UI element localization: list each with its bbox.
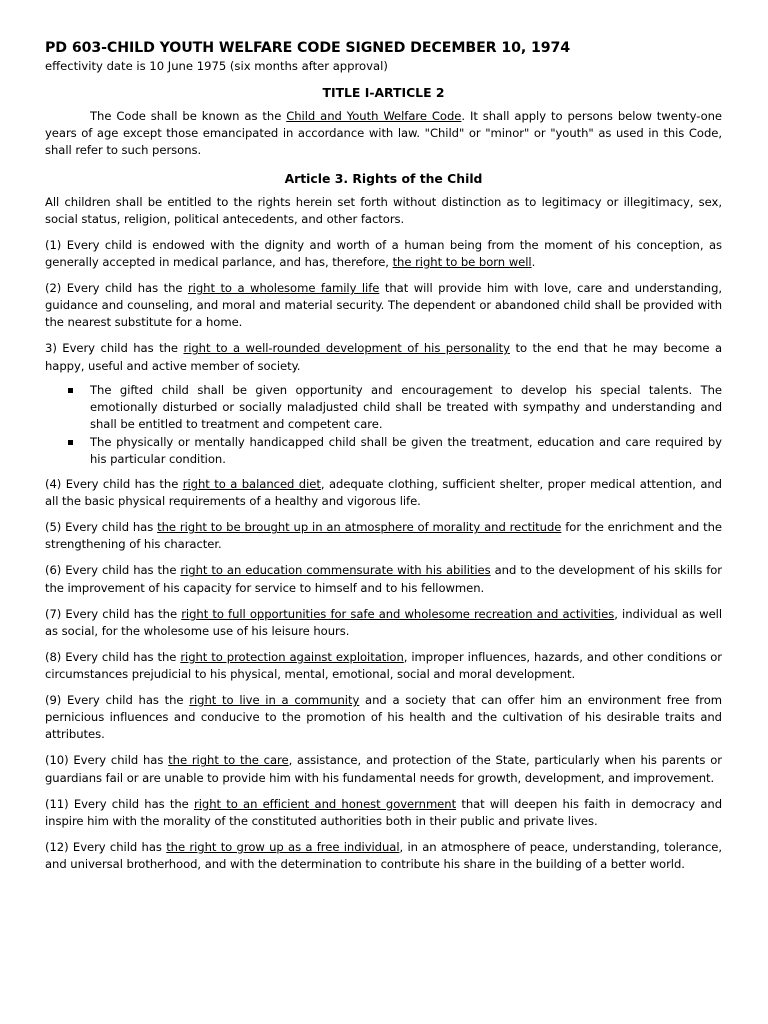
right-underlined: right to a wholesome family life: [187, 281, 380, 296]
right-paragraph: (6) Every child has the right to an education commensurate with his abilities and to the development of his skills for the improvement of his capacity for service to himself and to his fellowmen.: [45, 563, 723, 595]
bullet-list: [45, 382, 722, 468]
right-paragraph: (1) Every child is endowed with the dignity and worth of a human being from the moment of his conception, as generally accepted in medical parlance, and has, therefore, the right to be born well.: [45, 237, 722, 270]
right-underlined: right to a well-rounded development of his personality: [183, 341, 510, 356]
article3-intro: All children shall be entitled to the rights herein set forth without distinction as to legitimacy or illegitimacy, sex, social status, religion, political antecedents, and other factors.: [45, 194, 722, 226]
right-paragraph: (8) Every child has the right to protection against exploitation, improper influences, hazards, and other conditions or circumstances prejudicial to his physical, mental, emotional, social and moral development.: [45, 649, 722, 682]
right-paragraph: (4) Every child has the right to a balanced diet, adequate clothing, sufficient shelter, proper medical attention, and all the basic physical requirements of a healthy and vigorous life.: [45, 477, 722, 509]
right-underlined: right to a balanced diet: [182, 477, 321, 492]
right-paragraph: 3) Every child has the right to a well-rounded development of his personality to the end that he may become a happy, useful and active member of society.: [45, 341, 723, 373]
right-underlined: right to an education commensurate with his abilities: [180, 563, 491, 578]
title-article-heading: TITLE I-ARTICLE 2: [322, 85, 445, 100]
right-underlined: right to full opportunities for safe and wholesome recreation and activities: [181, 606, 615, 621]
title-article-paragraph: The Code shall be known as the Child and Youth Welfare Code. It shall apply to persons below twenty-one years of age except those emancipated in accordance with law. "Child" or "minor" or "youth" as used in this Code, shall refer to such persons.: [45, 109, 722, 158]
document-title: PD 603-CHILD YOUTH WELFARE CODE SIGNED DECEMBER 10, 1974: [45, 40, 571, 56]
right-paragraph: (7) Every child has the right to full opportunities for safe and wholesome recreation and activities, individual as well as social, for the wholesome use of his leisure hours.: [45, 606, 723, 638]
right-underlined: right to protection against exploitation: [180, 649, 404, 664]
right-underlined: right to an efficient and honest government: [194, 796, 457, 811]
right-underlined: right to live in a community: [189, 693, 360, 708]
right-paragraph: (10) Every child has the right to the care, assistance, and protection of the State, particularly when his parents or guardians fail or are unable to provide him with his fundamental needs for growth, development, and improvement.: [45, 753, 722, 785]
code-name-underlined: Child and Youth Welfare Code: [286, 109, 462, 123]
right-underlined: the right to be brought up in an atmosphere of morality and rectitude: [157, 520, 562, 535]
right-paragraph: (2) Every child has the right to a wholesome family life that will provide him with love, care and understanding, guidance and counseling, and moral and material security. The dependent or abandoned child shall be provided with the nearest substitute for a home.: [45, 281, 723, 330]
right-paragraph: (12) Every child has the right to grow up as a free individual, in an atmosphere of peace, understanding, tolerance, and universal brotherhood, and with the determination to contribute his share in the building of a better world.: [45, 839, 722, 872]
square-bullet-icon: [68, 440, 73, 445]
list-item: The gifted child shall be given opportunity and encouragement to develop his special talents. The emotionally disturbed or socially maladjusted child shall be treated with sympathy and understanding and shall be entitled to treatment and competent care.: [90, 382, 722, 434]
right-underlined: the right to be born well: [392, 255, 532, 270]
right-paragraph: (9) Every child has the right to live in a community and a society that can offer him an environment free from pernicious influences and conducive to the promotion of his health and the cultivation of his desirable traits and attributes.: [45, 693, 723, 742]
right-underlined: the right to the care: [168, 753, 289, 768]
effectivity-note: effectivity date is 10 June 1975 (six months after approval): [45, 59, 388, 73]
right-paragraph: (11) Every child has the right to an efficient and honest government that will deepen his faith in democracy and inspire him with the morality of the constituted authorities both in their public and private lives.: [45, 796, 723, 828]
right-underlined: the right to grow up as a free individual: [166, 839, 400, 854]
square-bullet-icon: [68, 388, 73, 393]
list-item: The physically or mentally handicapped child shall be given the treatment, education and care required by his particular condition.: [90, 434, 722, 468]
article3-heading: Article 3. Rights of the Child: [284, 170, 483, 186]
right-paragraph: (5) Every child has the right to be brought up in an atmosphere of morality and rectitude for the enrichment and the strengthening of his character.: [45, 520, 722, 552]
